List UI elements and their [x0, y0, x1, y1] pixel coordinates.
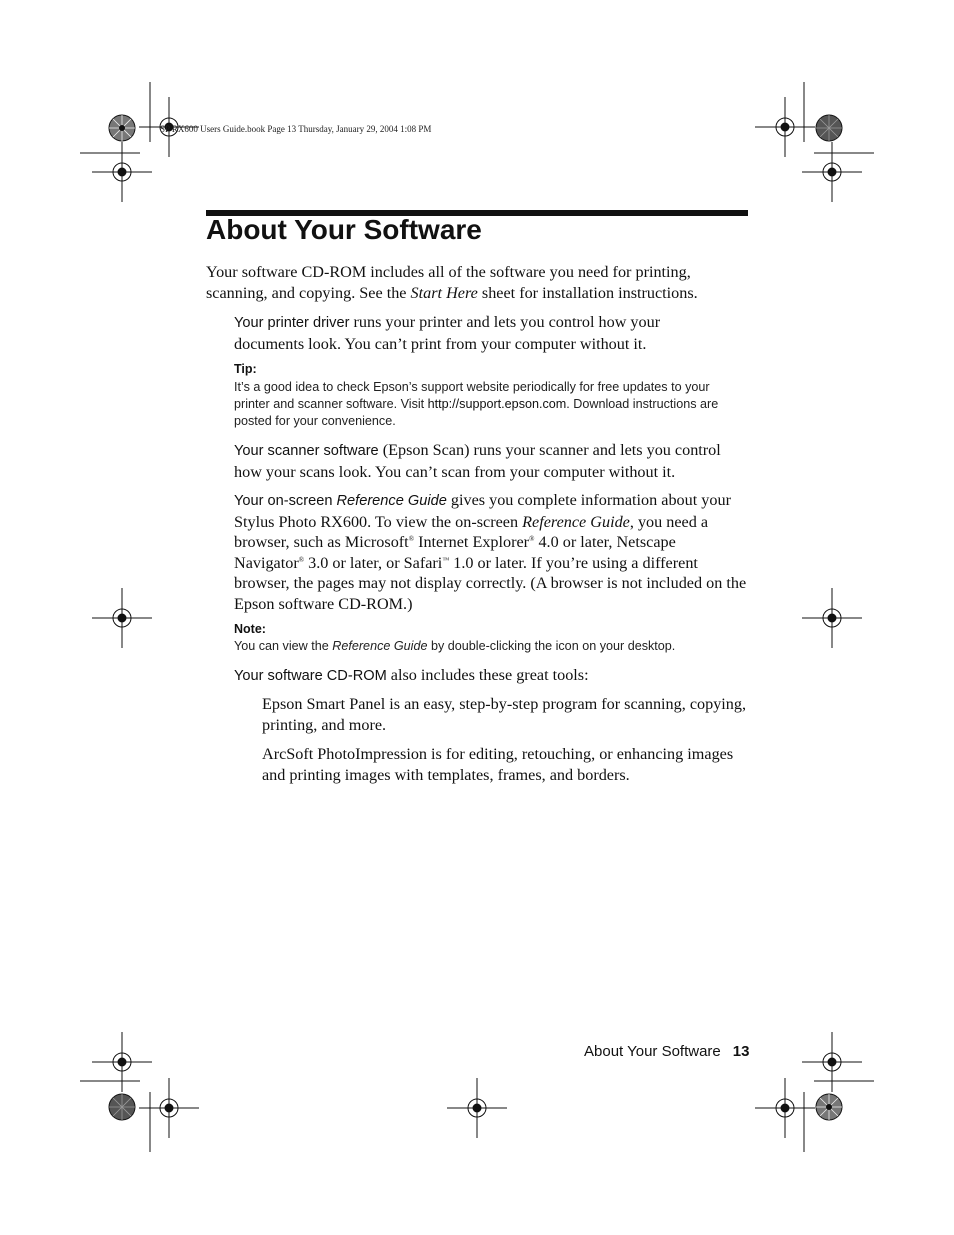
reference-guide-title: Reference Guide [522, 512, 630, 531]
registered-mark: ® [529, 535, 535, 543]
reference-guide-term: Your on-screen [234, 493, 337, 509]
color-wheel-icon [108, 114, 136, 142]
page-title: About Your Software [206, 214, 482, 245]
registration-mark-icon [802, 142, 862, 202]
tip-text-start: It’s a good idea to check Epson’s support website periodically for free updates to your printer and scanner software. Visit [234, 380, 710, 411]
tool-item: Epson Smart Panel is an easy, step-by-step program for scanning, copying, printing, and more. [262, 695, 747, 734]
trademark-mark: ™ [442, 555, 450, 564]
note-text-start: You can view the [234, 639, 333, 653]
page-number: 13 [732, 1043, 750, 1060]
reference-text-6: 1.0 or later. If you’re using a different browser, the pages may not display correctly. (A browser is not included on the Epson software CD-ROM.) [234, 553, 747, 613]
intro-paragraph [206, 262, 726, 303]
scanner-text: (Epson Scan) runs your scanner and lets you control how your scans look. You can’t scan from your computer without it. [234, 441, 721, 481]
registration-mark-icon [139, 1078, 199, 1138]
reference-text-2: , you need a browser, such as Microsoft [234, 512, 709, 551]
tool-item: ArcSoft PhotoImpression is for editing, retouching, or enhancing images and printing images with templates, frames, and borders. [262, 745, 734, 784]
registration-mark-icon [802, 588, 862, 648]
registration-mark-icon [92, 588, 152, 648]
registration-mark-icon [755, 1078, 815, 1138]
reference-text-1: gives you complete information about your Stylus Photo RX600. To view the on-screen [234, 491, 731, 531]
color-wheel-icon [815, 1093, 843, 1121]
reference-text-3: Internet Explorer [414, 533, 530, 551]
color-wheel-icon [815, 114, 843, 142]
color-wheel-icon [108, 1093, 136, 1121]
note-reference-guide: Reference Guide [332, 639, 428, 653]
printer-driver-paragraph [234, 312, 714, 354]
footer-section-title: About Your Software [584, 1043, 721, 1060]
cdrom-paragraph [234, 665, 748, 687]
registered-mark: ® [298, 555, 305, 564]
tip-text [234, 379, 746, 430]
tip-label: Tip: [234, 362, 257, 376]
reference-text-5: 3.0 or later, or Safari [304, 553, 443, 572]
tip-text-end: . Download instructions are posted for your convenience. [234, 397, 719, 428]
note-text [234, 638, 748, 655]
reference-guide-paragraph [234, 490, 748, 614]
printer-driver-text: runs your printer and lets you control how your documents look. You can’t print from your computer without it. [234, 313, 661, 353]
reference-text-4: 4.0 or later, Netscape Navigator [234, 533, 676, 572]
scanner-software-term: Your scanner software [234, 443, 379, 459]
printer-driver-term: Your printer driver [234, 315, 350, 331]
intro-text-end: sheet for installation instructions. [477, 283, 698, 302]
cdrom-term: Your software CD-ROM [234, 668, 387, 684]
start-here-title: Start Here [410, 283, 478, 302]
registered-mark: ® [408, 535, 415, 543]
cdrom-text: also includes these great tools: [386, 666, 589, 684]
scanner-paragraph [234, 440, 750, 482]
registration-mark-icon [92, 142, 152, 202]
support-url-link[interactable]: http://support.epson.com [427, 397, 567, 411]
intro-text: Your software CD-ROM includes all of the software you need for printing, scanning, and copying. See the [206, 263, 691, 302]
page-footer [584, 1043, 749, 1060]
registration-mark-icon [447, 1078, 507, 1138]
print-slug: SP RX600 Users Guide.book Page 13 Thursday, January 29, 2004 1:08 PM [160, 124, 432, 134]
note-text-end: by double-clicking the icon on your desktop. [427, 639, 676, 653]
reference-guide-term-italic: Reference Guide [336, 493, 447, 509]
note-label: Note: [234, 622, 266, 636]
